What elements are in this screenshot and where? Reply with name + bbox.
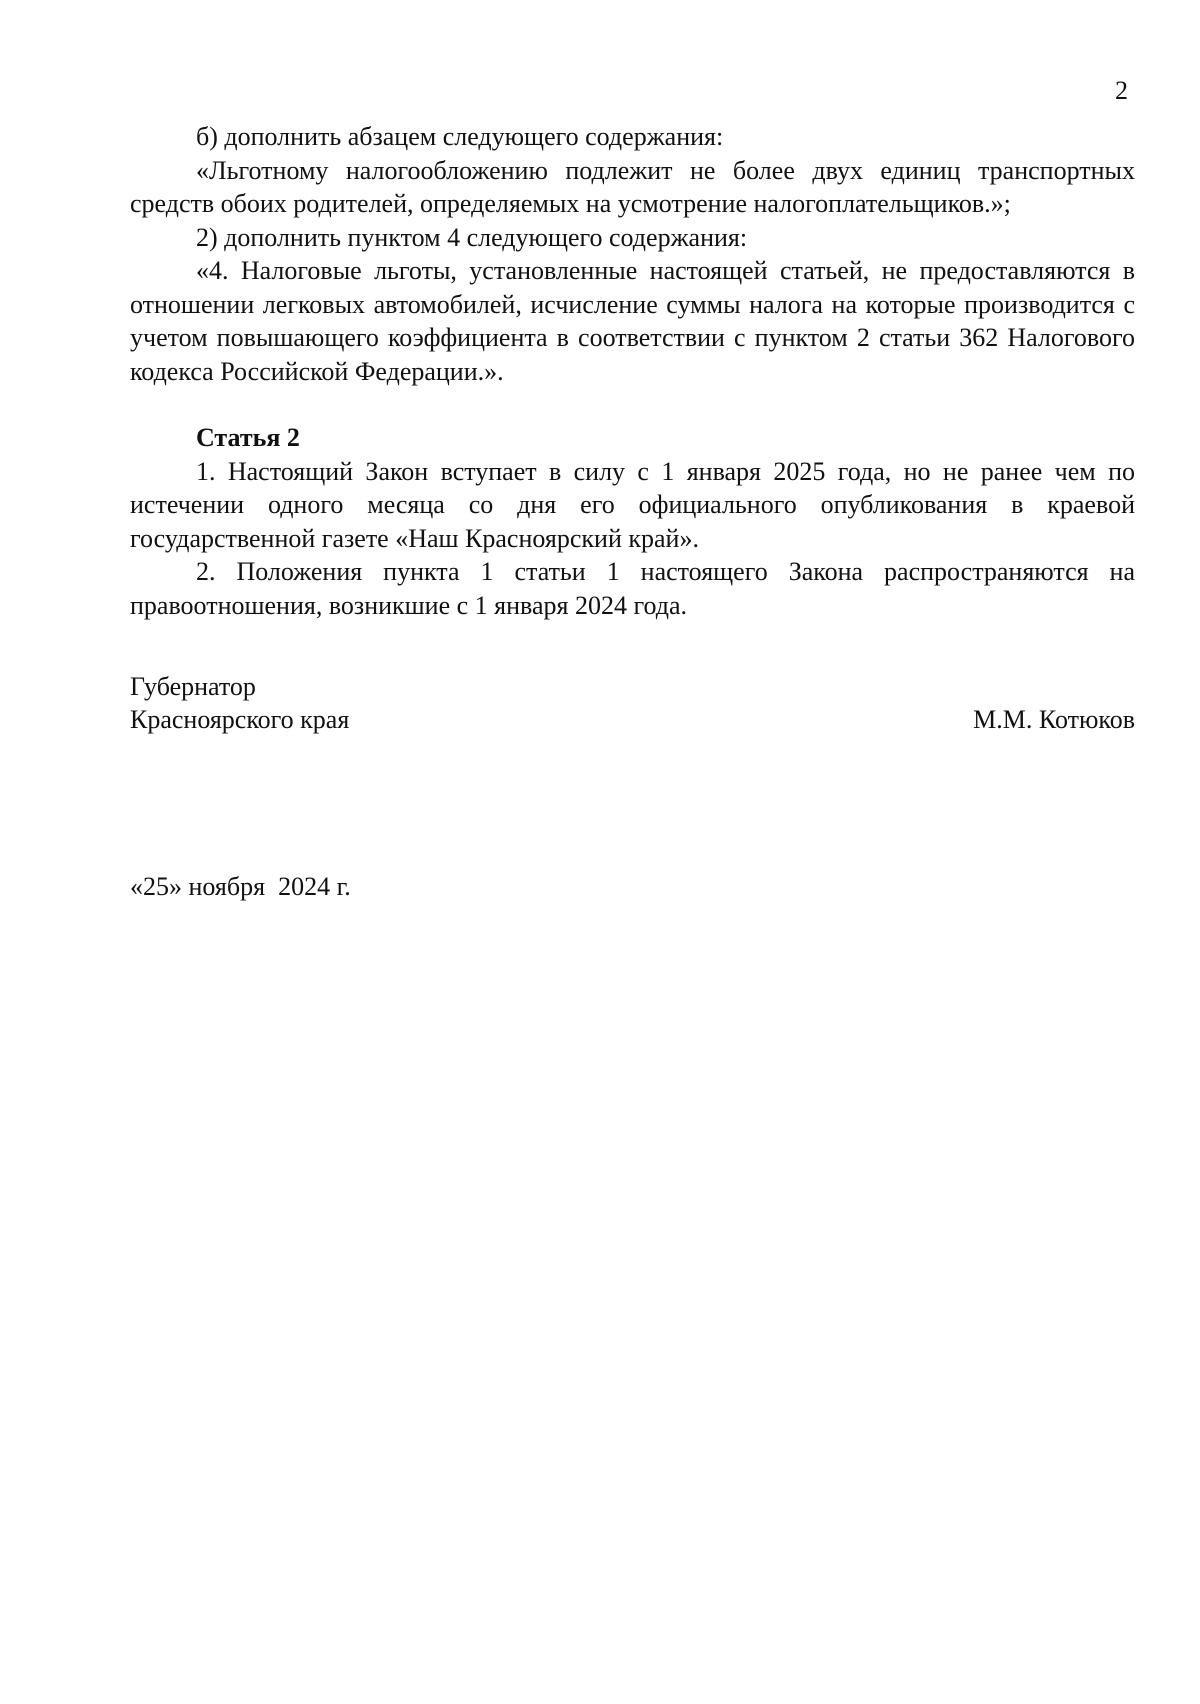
signatory-name: М.М. Котюков [973, 705, 1135, 734]
page-number: 2 [1115, 76, 1128, 105]
paragraph-quote-item-4: «4. Налоговые льготы, установленные настоящей статьей, не предоставляются в отношении легковых автомобилей, исчисление суммы налога на которые производится с учетом повышающего коэффициента в соответствии с пунктом 2 статьи 362 Налогового кодекса Российской Федерации.». [130, 256, 1135, 386]
paragraph-item-2: 2) дополнить пунктом 4 следующего содержания: [196, 222, 748, 252]
signatory-title-line-1: Губернатор [130, 672, 256, 701]
paragraph-b: б) дополнить абзацем следующего содержания: [196, 122, 724, 151]
article-item-2: 2. Положения пункта 1 статьи 1 настоящего Закона распространяются на правоотношения, возникшие с 1 января 2024 года. [130, 557, 1135, 620]
article-item-1: 1. Настоящий Закон вступает в силу с 1 января 2025 года, но не ранее чем по истечении одного месяца со дня его официального опубликования в краевой государственной газете «Наш Красноярский край». [130, 456, 1135, 553]
document-date: «25» ноября 2024 г. [130, 872, 351, 901]
article-heading: Статья 2 [196, 423, 300, 452]
document-body [130, 120, 1135, 622]
paragraph-quote-benefit: «Льготному налогообложению подлежит не более двух единиц транспортных средств обоих родителей, определяемых на усмотрение налогоплательщиков.»; [130, 155, 1135, 218]
signatory-title-line-2: Красноярского края [130, 705, 350, 734]
signature-block [130, 670, 1135, 736]
